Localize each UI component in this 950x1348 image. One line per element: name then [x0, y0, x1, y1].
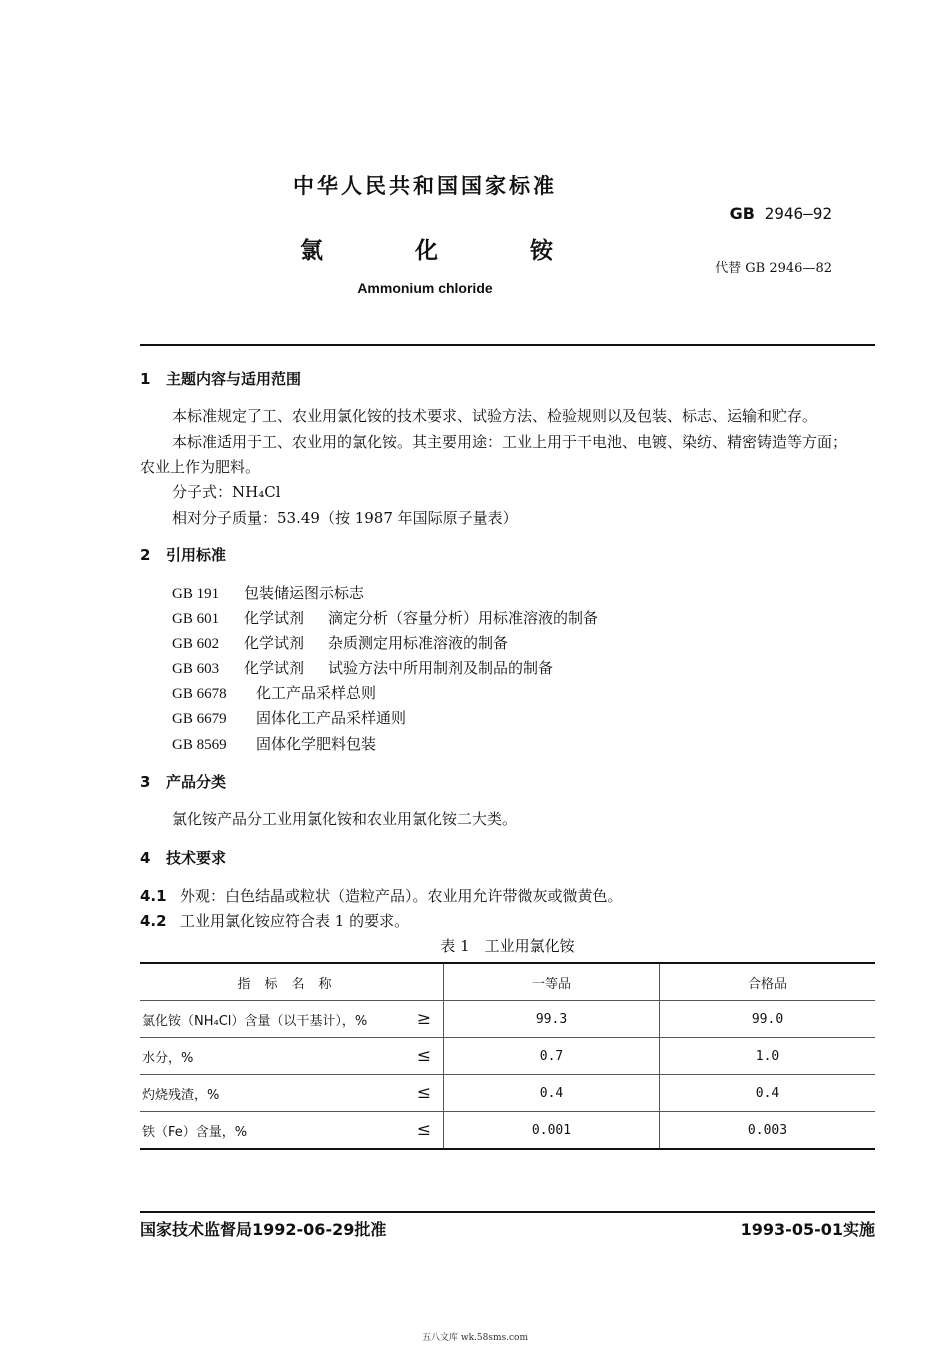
- reference-code: GB 6679: [172, 711, 227, 727]
- section-4-1: [140, 885, 623, 906]
- section-4-title: 技术要求: [166, 849, 227, 867]
- reference-title: 滴定分析（容量分析）用标准溶液的制备: [328, 609, 599, 627]
- section-1-para-2-line-2: 农业上作为肥料。: [140, 458, 261, 476]
- replaces-note: 代替 GB 2946—82: [715, 261, 832, 276]
- section-4-2-text: 工业用氯化铵应符合表 1 的要求。: [180, 912, 410, 930]
- standard-code-number: 2946—92: [764, 204, 832, 223]
- comparison-sign: ≥: [416, 1009, 431, 1029]
- comparison-sign: ≤: [416, 1120, 431, 1140]
- first-grade-value: 0.7: [444, 1038, 660, 1075]
- table-row: [140, 1112, 875, 1150]
- reference-item: [172, 582, 364, 603]
- section-4-heading: [140, 847, 226, 868]
- section-1-title: 主题内容与适用范围: [166, 370, 302, 388]
- watermark: 五八文库 wk.58sms.com: [422, 1333, 528, 1343]
- first-grade-value: 99.3: [444, 1001, 660, 1038]
- approval-note: 国家技术监督局1992-06-29批准: [140, 1220, 387, 1239]
- english-title: Ammonium chloride: [357, 280, 493, 296]
- standard-code: [730, 204, 832, 223]
- qualified-grade-value: 99.0: [660, 1001, 876, 1038]
- qualified-grade-value: 0.4: [660, 1075, 876, 1112]
- reference-item: [172, 682, 376, 703]
- reference-code: GB 602: [172, 636, 220, 652]
- reference-code: GB 603: [172, 661, 220, 677]
- comparison-sign: ≤: [416, 1046, 431, 1066]
- table-row: [140, 1075, 875, 1112]
- national-standard-heading: 中华人民共和国国家标准: [293, 174, 557, 198]
- title-char-2: 化: [415, 238, 438, 264]
- section-1-heading: [140, 368, 301, 389]
- reference-item: [172, 733, 376, 754]
- table-caption: 表 1 工业用氯化铵: [440, 937, 575, 955]
- qualified-grade-value: 0.003: [660, 1112, 876, 1150]
- section-3-heading: [140, 771, 226, 792]
- reference-category: 化学试剂: [244, 634, 305, 652]
- effective-date: 1993-05-01实施: [740, 1220, 875, 1239]
- indicator-name: 铁（Fe）含量，%: [142, 1124, 248, 1140]
- section-3-para: 氯化铵产品分工业用氯化铵和农业用氯化铵二大类。: [172, 810, 518, 828]
- section-3-number: 3: [140, 773, 151, 791]
- reference-item: [172, 632, 508, 653]
- section-4-2-number: 4.2: [140, 912, 167, 930]
- reference-title: 固体化学肥料包装: [256, 735, 377, 753]
- title-char-1: 氯: [300, 238, 323, 264]
- qualified-grade-value: 1.0: [660, 1038, 876, 1075]
- section-1-para-1: 本标准规定了工、农业用氯化铵的技术要求、试验方法、检验规则以及包装、标志、运输和贮存。: [172, 407, 818, 425]
- reference-code: GB 8569: [172, 737, 227, 753]
- indicator-name: 灼烧残渣，%: [142, 1087, 220, 1103]
- standard-code-prefix: GB: [729, 204, 755, 223]
- reference-category: 化学试剂: [244, 609, 305, 627]
- reference-code: GB 601: [172, 611, 220, 627]
- section-2-number: 2: [140, 546, 151, 564]
- formula-value: NH₄Cl: [232, 483, 281, 501]
- reference-title: 固体化工产品采样通则: [256, 709, 407, 727]
- footer-divider: [140, 1211, 875, 1213]
- reference-item: [172, 657, 553, 678]
- reference-title: 杂质测定用标准溶液的制备: [328, 634, 509, 652]
- section-1-para-2-line-1: 本标准适用于工、农业用的氯化铵。其主要用途：工业上用于干电池、电镀、染纺、精密铸造等方面；: [172, 433, 848, 451]
- section-3-title: 产品分类: [166, 773, 227, 791]
- reference-category: 化学试剂: [244, 659, 305, 677]
- section-4-number: 4: [140, 849, 151, 867]
- section-1-number: 1: [140, 370, 151, 388]
- indicator-name: 水分，%: [142, 1050, 194, 1066]
- header-first-grade: 一等品: [444, 963, 660, 1001]
- reference-code: GB 6678: [172, 686, 227, 702]
- document-title: [300, 232, 645, 265]
- header-qualified-grade: 合格品: [660, 963, 876, 1001]
- header-indicator-name: 指标名称: [237, 976, 346, 992]
- molecular-mass: 相对分子质量：53.49（按 1987 年国际原子量表）: [172, 509, 518, 527]
- reference-item: [172, 607, 598, 628]
- reference-title: 试验方法中所用制剂及制品的制备: [328, 659, 554, 677]
- reference-item: [172, 707, 406, 728]
- section-2-title: 引用标准: [166, 546, 227, 564]
- first-grade-value: 0.4: [444, 1075, 660, 1112]
- formula-label: 分子式：: [172, 483, 233, 501]
- section-4-1-number: 4.1: [140, 887, 167, 905]
- comparison-sign: ≤: [416, 1083, 431, 1103]
- spec-table: [140, 962, 875, 1150]
- table-row: [140, 1001, 875, 1038]
- table-header-row: [140, 963, 875, 1001]
- table-row: [140, 1038, 875, 1075]
- header-divider: [140, 344, 875, 346]
- reference-code: GB 191: [172, 586, 220, 602]
- reference-title: 包装储运图示标志: [244, 584, 365, 602]
- title-char-3: 铵: [530, 238, 553, 264]
- reference-title: 化工产品采样总则: [256, 684, 377, 702]
- molecular-formula: [172, 481, 281, 502]
- indicator-name: 氯化铵（NH₄Cl）含量（以干基计），%: [142, 1013, 368, 1029]
- section-4-1-text: 外观：白色结晶或粒状（造粒产品）。农业用允许带微灰或微黄色。: [180, 887, 623, 905]
- first-grade-value: 0.001: [444, 1112, 660, 1150]
- section-4-2: [140, 910, 409, 931]
- section-2-heading: [140, 544, 226, 565]
